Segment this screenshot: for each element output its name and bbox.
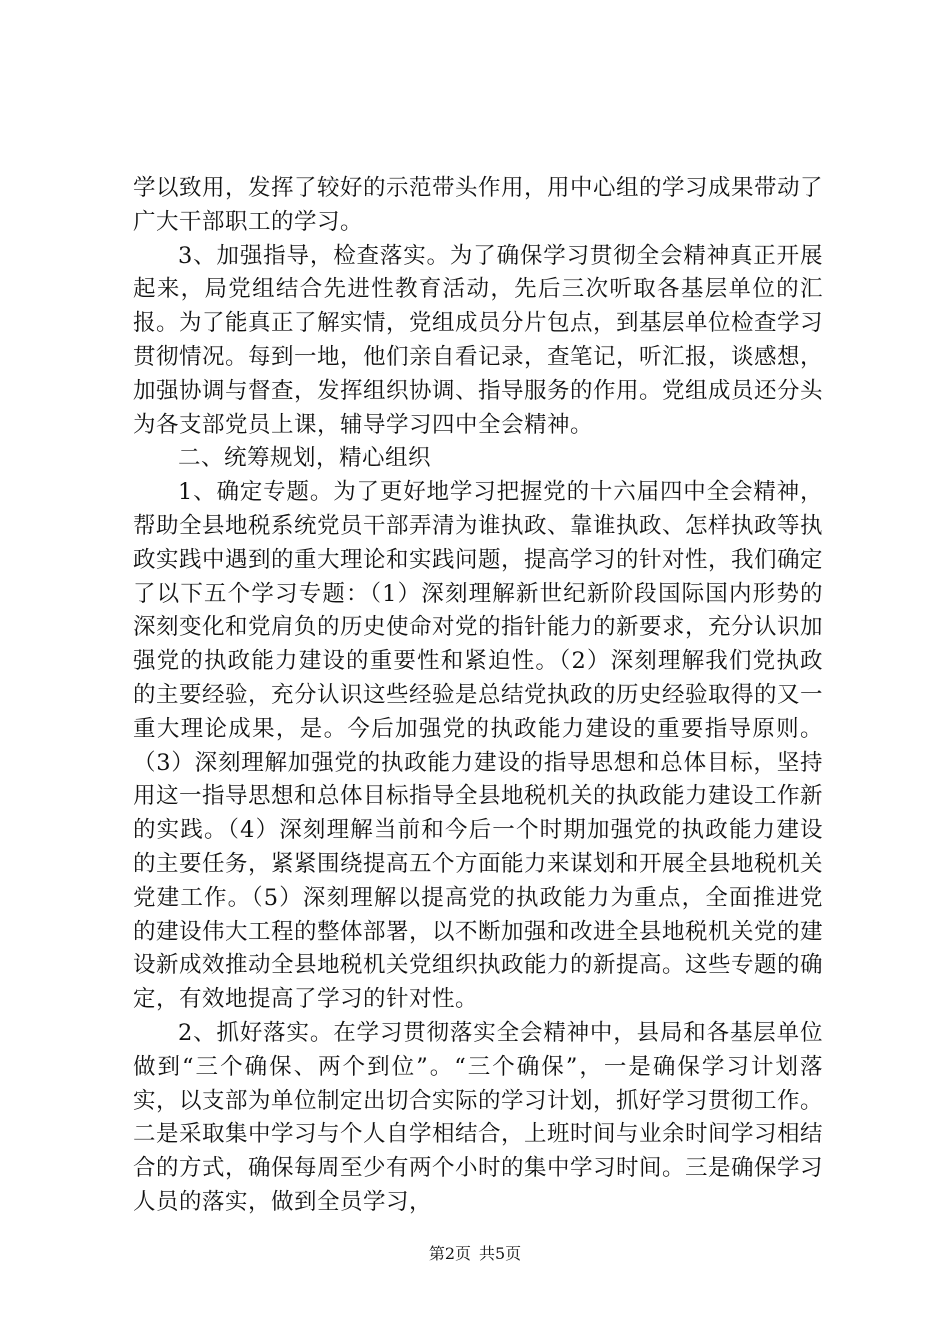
paragraph-topics: 1、确定专题。为了更好地学习把握党的十六届四中全会精神，帮助全县地税系统党员干部弄清为谁执政、靠谁执政、怎样执政等执政实践中遇到的重大理论和实践问题，提高学习的针对性，我们确定了以下五个学习专题：（1）深刻理解新世纪新阶段国际国内形势的深刻变化和党肩负的历史使命对党的指针能力的新要求，充分认识加强党的执政能力建设的重要性和紧迫性。（2）深刻理解我们党执政的主要经验，充分认识这些经验是总结党执政的历史经验取得的又一重大理论成果，是。今后加强党的执政能力建设的重要指导原则。（3）深刻理解加强党的执政能力建设的指导思想和总体目标，坚持用这一指导思想和总体目标指导全县地税机关的执政能力建设工作新的实践。（4）深刻理解当前和今后一个时期加强党的执政能力建设的主要任务，紧紧围绕提高五个方面能力来谋划和开展全县地税机关党建工作。（5）深刻理解以提高党的执政能力为重点，全面推进党的建设伟大工程的整体部署，以不断加强和改进全县地税机关党的建设新成效推动全县地税机关党组织执政能力的新提高。这些专题的确定，有效地提高了学习的针对性。 (133, 479, 824, 1013)
section-heading: 二、统筹规划，精心组织 (178, 445, 432, 472)
page-number: 第2页 (428, 1244, 471, 1263)
paragraph-continuation: 学以致用，发挥了较好的示范带头作用，用中心组的学习成果带动了广大干部职工的学习。 (133, 175, 824, 235)
paragraph-implementation: 2、抓好落实。在学习贯彻落实全会精神中，县局和各基层单位做到“三个确保、两个到位”。“三个确保”，一是确保学习计划落实，以支部为单位制定出切合实际的学习计划，抓好学习贯彻工作。二是采取集中学习与个人自学相结合，上班时间与业余时间学习相结合的方式，确保每周至少有两个小时的集中学习时间。三是确保学习人员的落实，做到全员学习， (133, 1019, 824, 1215)
page-total: 共5页 (479, 1244, 522, 1263)
document-body (133, 172, 823, 1220)
page-footer (0, 1243, 950, 1265)
paragraph-guidance: 3、加强指导，检查落实。为了确保学习贯彻全会精神真正开展起来，局党组结合先进性教育活动，先后三次听取各基层单位的汇报。为了能真正了解实情，党组成员分片包点，到基层单位检查学习贯彻情况。每到一地，他们亲自看记录，查笔记，听汇报，谈感想，加强协调与督查，发挥组织协调、指导服务的作用。党组成员还分头为各支部党员上课，辅导学习四中全会精神。 (133, 242, 824, 438)
